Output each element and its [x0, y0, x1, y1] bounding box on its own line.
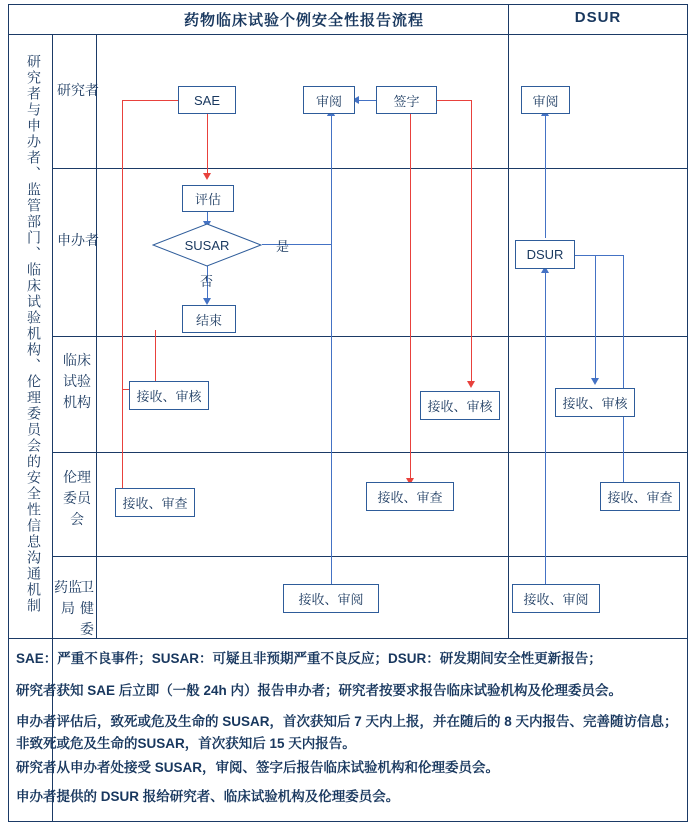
conn-sign-down-ec	[410, 100, 411, 483]
row-divider-1	[52, 168, 687, 169]
conn-sae-left-stub	[122, 100, 178, 101]
node-nmpa-receive-mid[interactable]: 接收、审阅	[283, 584, 379, 613]
conn-nmpa-mid-up	[331, 116, 332, 584]
node-site-receive-mid[interactable]: 接收、审核	[420, 391, 500, 420]
node-review-dsur[interactable]: 审阅	[521, 86, 570, 114]
node-ec-receive-mid[interactable]: 接收、审查	[366, 482, 454, 511]
arrow-sign-site	[467, 381, 475, 388]
conn-sign-right	[437, 100, 472, 101]
node-dsur[interactable]: DSUR	[515, 240, 575, 269]
side-axis-label: 研究者与申办者、监管部门、临床试验机构、伦理委员会的安全性信息沟通机制	[26, 54, 42, 614]
conn-sae-to-ec	[122, 100, 123, 488]
arrow-dsur-site-right	[591, 378, 599, 385]
row-label-site: 临床试验机构	[63, 352, 91, 410]
note-5: 申办者提供的 DSUR 报给研究者、临床试验机构及伦理委员会。	[16, 789, 400, 804]
label-no: 否	[200, 274, 214, 289]
node-sae[interactable]: SAE	[178, 86, 236, 114]
conn-sae-down-assess	[207, 113, 208, 175]
node-review-investigator[interactable]: 审阅	[303, 86, 355, 114]
row-label-investigator: 研究者	[57, 82, 99, 98]
node-susar[interactable]	[152, 223, 262, 267]
row-label-ec: 伦理委员会	[63, 469, 91, 527]
arrow-susar-end	[203, 298, 211, 305]
row-divider-4	[52, 556, 687, 557]
conn-sign-down-site	[471, 100, 472, 386]
dsur-title: DSUR	[574, 9, 622, 26]
node-ec-receive-right[interactable]: 接收、审查	[600, 482, 680, 511]
node-assess[interactable]: 评估	[182, 185, 234, 212]
conn-dsur-site-right	[595, 255, 596, 382]
arrow-sae-assess	[203, 173, 211, 180]
note-4: 研究者从申办者处接受 SUSAR，审阅、签字后报告临床试验机构和伦理委员会。	[16, 760, 500, 775]
header-divider	[9, 34, 687, 35]
row-divider-2	[52, 336, 687, 337]
row-label-nhc: 卫健委	[80, 579, 94, 637]
note-1: SAE：严重不良事件；SUSAR：可疑且非预期严重不良反应；DSUR：研发期间安全性更新报告；	[16, 651, 602, 666]
row-label-sponsor: 申办者	[57, 232, 99, 248]
node-susar-label: SUSAR	[184, 237, 230, 253]
conn-review-dsur-down	[545, 113, 546, 238]
note-2: 研究者获知 SAE 后立即（一般 24h 内）报告申办者；研究者按要求报告临床试验机构及伦理委员会。	[16, 683, 623, 698]
row-divider-5	[9, 638, 687, 639]
node-site-receive-left[interactable]: 接收、审核	[129, 381, 209, 410]
conn-dsur-nmpa-right	[545, 270, 546, 584]
node-nmpa-receive-right[interactable]: 接收、审阅	[512, 584, 600, 613]
node-end[interactable]: 结束	[182, 305, 236, 333]
node-ec-receive-left[interactable]: 接收、审查	[115, 488, 195, 517]
column-divider-sidelabel	[52, 34, 53, 822]
conn-dsur-bus-right	[623, 255, 624, 489]
node-site-receive-right[interactable]: 接收、审核	[555, 388, 635, 417]
row-divider-3	[52, 452, 687, 453]
note-3: 申办者评估后，致死或危及生命的 SUSAR，首次获知后 7 天内上报，并在随后的 8 天内报告、完善随访信息；非致死或危及生命的SUSAR，首次获知后 15 天内报告。	[16, 714, 678, 751]
row-label-nmpa: 药监局	[54, 579, 82, 616]
main-title: 药物临床试验个例安全性报告流程	[183, 12, 424, 29]
conn-susar-yes	[262, 244, 332, 245]
column-divider-dsur	[508, 5, 509, 638]
conn-dsur-right	[575, 255, 624, 256]
label-yes: 是	[276, 239, 290, 254]
conn-site-drop	[155, 330, 156, 384]
node-sign[interactable]: 签字	[376, 86, 437, 114]
